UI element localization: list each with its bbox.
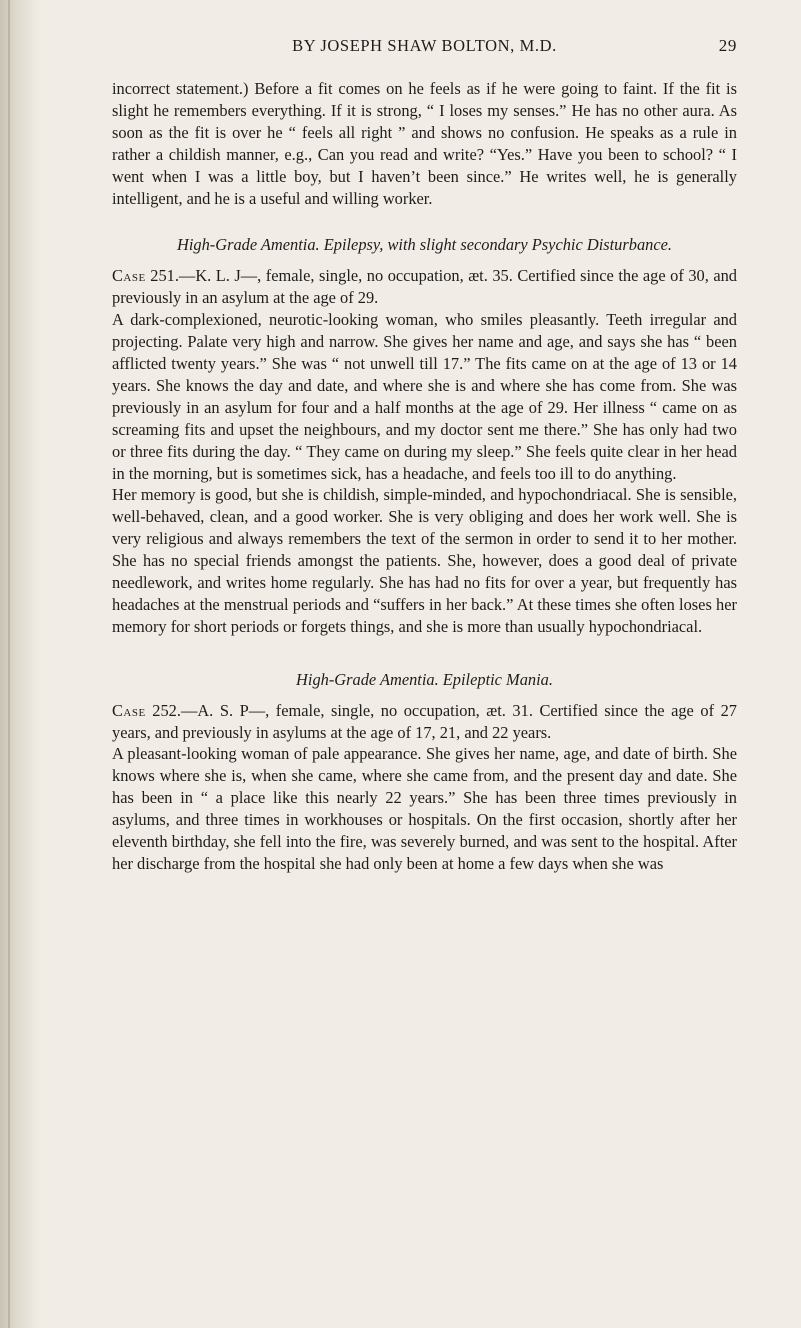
case-252-paragraph [112,700,737,744]
section-heading-2: High-Grade Amentia. Epileptic Mania. [296,669,553,689]
page-gutter-shadow [0,0,42,1328]
case-252-paragraph-2: A pleasant-looking woman of pale appearance. She gives her name, age, and date of birth. She knows where she is, when she came, where she came from, and the present day and date. She has been in “ a place like this nearly 22 years.” She has been three times previously in asylums, and three times in workhouses or hospitals. On the first occasion, shortly after her eleventh birthday, she fell into the fire, was severely burned, and was sent to the hospital. After her discharge from the hospital she had only been at home a few days when she was [112,744,737,873]
case-251-label: Case [112,266,146,286]
case-251-text: 251.—K. L. J—, female, single, no occupation, æt. 35. Certified since the age of 30, and previously in an asylum at the age of 29. [112,266,737,308]
case-251-paragraph [112,265,737,309]
page-number: 29 [718,36,737,55]
binding-edge [8,0,10,1328]
case-252-text: 252.—A. S. P—, female, single, no occupation, æt. 31. Certified since the age of 27 years, and previously in asylums at the age of 17, 21, and 22 years. [112,700,737,742]
case-251-paragraph-3: Her memory is good, but she is childish, simple-minded, and hypochondriacal. She is sensible, well-behaved, clean, and a good worker. She is very obliging and does her work well. She is very religious and always remembers the text of the sermon in order to send it to her mother. She has no special friends amongst the patients. She, however, does a good deal of private needlework, and writes home regularly. She has had no fits for over a year, but frequently has headaches at the menstrual periods and “suffers in her back.” At these times she often loses her memory for short periods or forgets things, and she is more than usually hypochondriacal. [112,485,737,636]
paragraph-intro: incorrect statement.) Before a fit comes on he feels as if he were going to faint. If the fit is slight he remembers everything. If it is strong, “ I loses my senses.” He has no other aura. As soon as the fit is over he “ feels all right ” and shows no confusion. He speaks as a rule in rather a childish manner, e.g., Can you read and write? “Yes.” Have you been to school? “ I went when I was a little boy, but I haven’t been since.” He writes well, he is generally intelligent, and he is a useful and willing worker. [112,79,737,208]
running-header [112,36,737,60]
page-body [112,78,737,875]
case-251-paragraph-2: A dark-complexioned, neurotic-looking woman, who smiles pleasantly. Teeth irregular and projecting. Palate very high and narrow. She gives her name and age, and says she has “ been afflicted twenty years.” She was “ not unwell till 17.” The fits came on at the age of 13 or 14 years. She knows the day and date, and where she is and where she has come from. She was previously in an asylum for four and a half months at the age of 29. Her illness “ came on as screaming fits and upset the neighbours, and my doctor sent me there.” She has only had two or three fits during the day. “ They came on during my sleep.” She feels quite clear in her head in the morning, but is sometimes sick, has a headache, and feels too ill to do anything. [112,310,737,483]
section-heading-1: High-Grade Amentia. Epilepsy, with slight secondary Psychic Disturbance. [177,235,672,255]
running-title: BY JOSEPH SHAW BOLTON, M.D. [292,36,557,55]
case-252-label: Case [112,700,146,720]
